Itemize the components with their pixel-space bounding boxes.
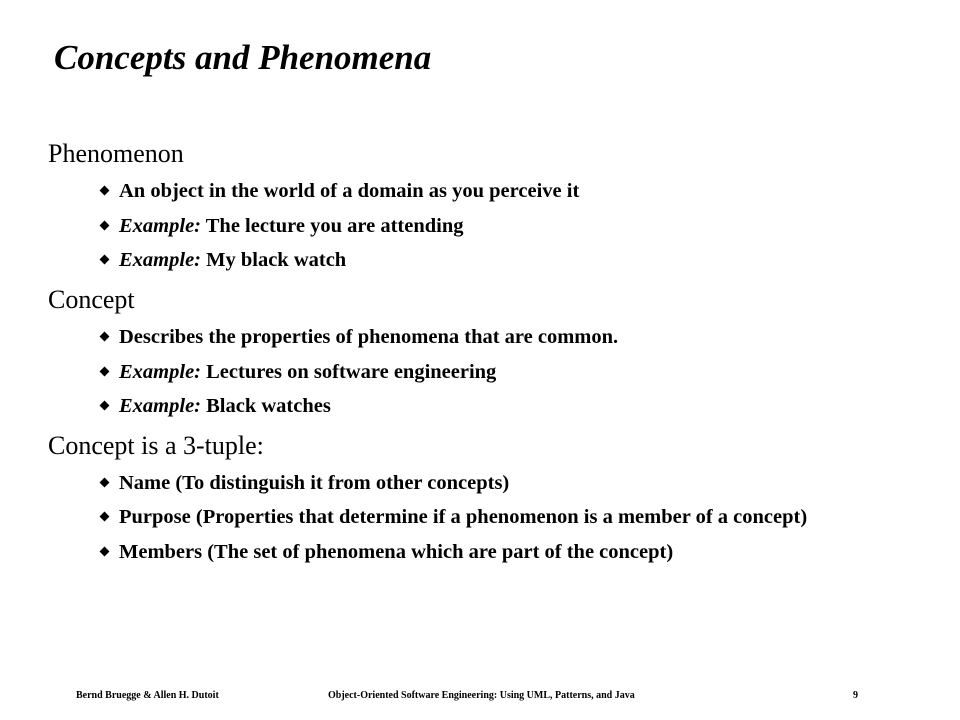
diamond-bullet-icon (100, 332, 110, 342)
bullet-item (48, 541, 928, 564)
footer-book-title: Object-Oriented Software Engineering: Using UML, Patterns, and Java (328, 690, 635, 701)
footer-page-number: 9 (853, 690, 858, 701)
bullet-text: Lectures on software engineering (201, 360, 497, 383)
diamond-bullet-icon (100, 220, 110, 230)
footer-authors: Bernd Bruegge & Allen H. Dutoit (76, 690, 219, 701)
bullet-item (48, 395, 928, 418)
diamond-bullet-icon (100, 512, 110, 522)
bullet-item (48, 249, 928, 272)
diamond-bullet-icon (100, 401, 110, 411)
diamond-bullet-icon (100, 477, 110, 487)
section-heading-concept-tuple: Concept is a 3-tuple: (48, 430, 264, 460)
bullet-text: Name (To distinguish it from other concepts) (119, 471, 510, 494)
bullet-text: My black watch (201, 249, 347, 272)
bullet-item (48, 215, 928, 238)
section-heading-phenomenon: Phenomenon (48, 139, 184, 168)
bullet-item (48, 361, 928, 384)
bullet-prefix: Example: (119, 360, 201, 383)
bullet-text: An object in the world of a domain as you perceive it (119, 180, 580, 203)
diamond-bullet-icon (100, 186, 110, 196)
diamond-bullet-icon (100, 366, 110, 376)
bullet-text: Describes the properties of phenomena that are common. (119, 326, 619, 349)
bullet-text: The lecture you are attending (201, 214, 464, 237)
slide-title: Concepts and Phenomena (54, 38, 432, 77)
bullet-item (48, 506, 928, 529)
bullet-text: Purpose (Properties that determine if a phenomenon is a member of a concept) (119, 506, 808, 529)
section-heading-concept: Concept (48, 284, 135, 314)
bullet-text: Members (The set of phenomena which are part of the concept) (119, 540, 674, 563)
diamond-bullet-icon (100, 546, 110, 556)
bullet-item (48, 326, 928, 349)
bullet-prefix: Example: (119, 395, 201, 418)
bullet-list-phenomenon (48, 180, 928, 272)
bullet-item (48, 472, 928, 495)
bullet-text: Black watches (201, 395, 331, 418)
diamond-bullet-icon (100, 255, 110, 265)
bullet-item (48, 180, 928, 203)
bullet-prefix: Example: (119, 249, 201, 272)
bullet-prefix: Example: (119, 214, 201, 237)
bullet-list-concept-tuple (48, 472, 928, 564)
slide-content (48, 138, 928, 575)
bullet-list-concept (48, 326, 928, 418)
